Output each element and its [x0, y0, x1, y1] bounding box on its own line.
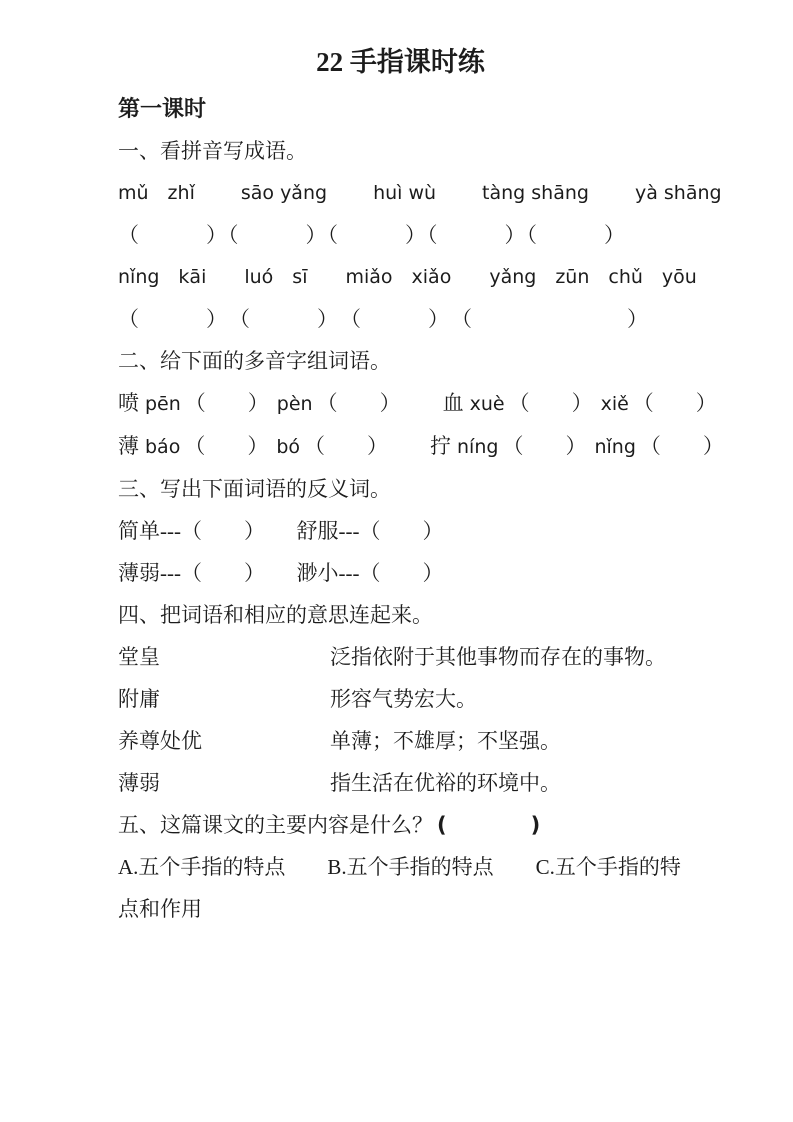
answer-blank: （ ）: [184, 434, 269, 458]
polyphone-char: 薄: [118, 434, 139, 458]
section1-heading: 一、看拼音写成语。: [118, 139, 307, 163]
polyphone-char: 喷: [118, 391, 139, 415]
pinyin-word: luó sī: [244, 266, 308, 288]
pinyin-word: sāo yǎng: [240, 182, 328, 204]
options-line-2: 点和作用: [118, 897, 202, 921]
polyphone-char: 血: [442, 391, 464, 415]
answer-blank: （ ）: [632, 391, 717, 415]
pinyin-reading: níng: [457, 436, 499, 458]
pinyin-reading: pēn: [145, 393, 181, 415]
pinyin-reading: bó: [276, 436, 301, 458]
pinyin-word: mǔ zhǐ: [118, 182, 195, 204]
pinyin-reading: nǐng: [594, 436, 636, 458]
pinyin-reading: pèn: [276, 393, 313, 415]
answer-blank: （ ）: [502, 434, 587, 458]
antonym-row: 简单---（ ） 舒服---（ ）: [118, 519, 444, 543]
antonym-row: 薄弱---（ ） 渺小---（ ）: [118, 561, 444, 585]
match-definition: 单薄；不雄厚；不坚强。: [330, 729, 561, 753]
match-definition: 形容气势宏大。: [330, 687, 477, 711]
pinyin-reading: báo: [145, 436, 181, 458]
match-row: [118, 636, 683, 678]
pinyin-word: tàng shāng: [482, 182, 589, 204]
answer-blank: （ ）: [304, 434, 389, 458]
pinyin-reading: xiě: [600, 393, 629, 415]
section3-heading: 三、写出下面词语的反义词。: [118, 477, 391, 501]
section4-heading: 四、把词语和相应的意思连起来。: [118, 603, 433, 627]
pinyin-reading: xuè: [469, 393, 505, 415]
answer-blank: （ ）: [508, 391, 593, 415]
pinyin-word: nǐng kāi: [118, 266, 207, 288]
answer-blanks-row-2: （ ） （ ） （ ） （ ）: [118, 307, 649, 331]
answer-blank: （ ）: [316, 391, 401, 415]
polyphone-char: 拧: [430, 434, 452, 458]
answer-blank: （ ）: [639, 434, 724, 458]
options-line-1: A.五个手指的特点 B.五个手指的特点 C.五个手指的特: [118, 855, 681, 879]
pinyin-word: yǎng zūn chǔ yōu: [489, 266, 697, 288]
page-title: 22 手指课时练: [316, 47, 485, 77]
answer-blank: ( ): [437, 813, 541, 837]
pinyin-row-1: [118, 172, 722, 214]
match-row: [118, 678, 683, 720]
pinyin-row-2: [118, 256, 697, 298]
match-definition: 指生活在优裕的环境中。: [330, 771, 561, 795]
polyphone-row: [118, 425, 724, 468]
lesson-part-heading: 第一课时: [118, 96, 207, 121]
section2-heading: 二、给下面的多音字组词语。: [118, 349, 391, 373]
pinyin-word: miǎo xiǎo: [345, 266, 452, 288]
match-definition: 泛指依附于其他事物而存在的事物。: [330, 645, 666, 669]
match-term: 堂皇: [118, 645, 160, 669]
match-term: 薄弱: [118, 771, 160, 795]
answer-blanks-row-1: （ ）（ ）（ ）（ ）（ ）: [118, 223, 626, 247]
question-text: 五、这篇课文的主要内容是什么？: [118, 813, 433, 837]
section5-heading: [118, 804, 683, 846]
polyphone-row: [118, 382, 717, 425]
answer-blank: （ ）: [184, 391, 269, 415]
pinyin-word: yà shāng: [634, 182, 722, 204]
match-term: 养尊处优: [118, 729, 202, 753]
match-row: [118, 720, 683, 762]
match-term: 附庸: [118, 687, 160, 711]
pinyin-word: huì wù: [373, 182, 437, 204]
match-row: [118, 762, 683, 804]
